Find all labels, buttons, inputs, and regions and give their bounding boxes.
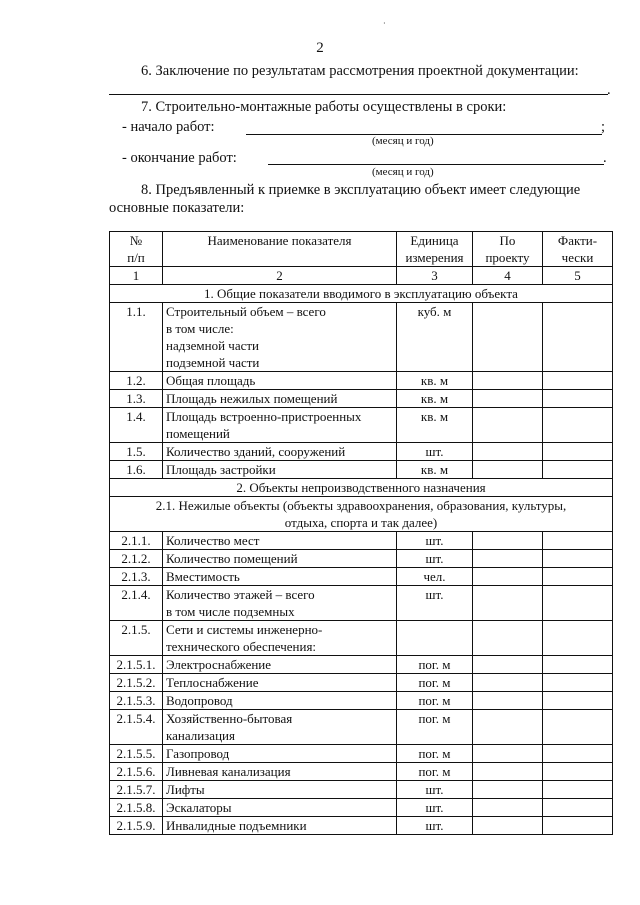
row-unit: кв. м: [397, 372, 473, 390]
row-unit: шт.: [397, 586, 473, 621]
table-row: [110, 443, 613, 461]
end-blank-line: [268, 164, 604, 165]
cell-line: Эскалаторы: [166, 800, 232, 815]
table-row: [110, 799, 613, 817]
cell-line: Инвалидные подъемники: [166, 818, 307, 833]
row-number: 2.1.1.: [110, 532, 163, 550]
row-name: [163, 692, 397, 710]
row-actual-value: [543, 372, 613, 390]
table-row: [110, 817, 613, 835]
column-number: 5: [543, 267, 613, 285]
table-row: [110, 390, 613, 408]
row-actual-value: [543, 745, 613, 763]
row-unit: кв. м: [397, 408, 473, 443]
row-project-value: [473, 817, 543, 835]
end-end: .: [603, 150, 607, 166]
page-number: 2: [316, 40, 324, 56]
row-unit: чел.: [397, 568, 473, 586]
scan-speck: ·: [383, 19, 386, 28]
row-name: [163, 372, 397, 390]
row-project-value: [473, 763, 543, 781]
table-row: [110, 763, 613, 781]
row-actual-value: [543, 443, 613, 461]
cell-line: Количество зданий, сооружений: [166, 444, 346, 459]
row-unit: шт.: [397, 532, 473, 550]
row-number: 1.2.: [110, 372, 163, 390]
row-actual-value: [543, 621, 613, 656]
row-project-value: [473, 550, 543, 568]
table-row: [110, 532, 613, 550]
row-unit: [397, 621, 473, 656]
row-number: 2.1.5.9.: [110, 817, 163, 835]
row-name: [163, 745, 397, 763]
row-unit: кв. м: [397, 390, 473, 408]
cell-line: Лифты: [166, 782, 205, 797]
row-number: 2.1.5.1.: [110, 656, 163, 674]
section-1-row: [110, 285, 613, 303]
row-project-value: [473, 692, 543, 710]
row-actual-value: [543, 692, 613, 710]
row-project-value: [473, 621, 543, 656]
row-number: 2.1.5.2.: [110, 674, 163, 692]
row-project-value: [473, 586, 543, 621]
row-name: [163, 443, 397, 461]
table-row: [110, 372, 613, 390]
row-unit: шт.: [397, 443, 473, 461]
cell-line: Площадь нежилых помещений: [166, 391, 338, 406]
header-actual: [543, 232, 613, 267]
cell-line: Сети и системы инженерно-: [166, 622, 323, 637]
row-project-value: [473, 372, 543, 390]
row-project-value: [473, 532, 543, 550]
header-row: [110, 232, 613, 267]
section-2-1-row-cell: [110, 497, 613, 532]
cell-line: Теплоснабжение: [166, 675, 259, 690]
row-actual-value: [543, 390, 613, 408]
cell-line: Электроснабжение: [166, 657, 272, 672]
table-row: [110, 781, 613, 799]
cell-line: технического обеспечения:: [166, 639, 317, 654]
row-unit: шт.: [397, 781, 473, 799]
row-number: 1.1.: [110, 303, 163, 372]
table-row: [110, 710, 613, 745]
cell-line: в том числе подземных: [166, 604, 295, 619]
section-2-row: [110, 479, 613, 497]
cell-line: Факти-: [557, 233, 598, 248]
section-2-1-row: [110, 497, 613, 532]
row-actual-value: [543, 781, 613, 799]
cell-line: №: [129, 233, 143, 248]
row-number: 2.1.2.: [110, 550, 163, 568]
paragraph-6: 6. Заключение по результатам рассмотрения проектной документации:: [141, 63, 579, 79]
cell-line: подземной части: [166, 355, 260, 370]
row-number: 1.5.: [110, 443, 163, 461]
table-row: [110, 621, 613, 656]
row-actual-value: [543, 568, 613, 586]
row-number: 2.1.5.5.: [110, 745, 163, 763]
cell-line: проекту: [485, 250, 530, 265]
row-name: [163, 817, 397, 835]
column-number: 2: [163, 267, 397, 285]
row-actual-value: [543, 550, 613, 568]
row-project-value: [473, 781, 543, 799]
row-name: [163, 532, 397, 550]
cell-line: Количество этажей – всего: [166, 587, 315, 602]
table-row: [110, 303, 613, 372]
cell-line: Строительный объем – всего: [166, 304, 326, 319]
cell-line: Единица: [410, 233, 459, 248]
table-row: [110, 656, 613, 674]
cell-line: Площадь встроенно-пристроенных: [166, 409, 362, 424]
cell-line: Вместимость: [166, 569, 240, 584]
cell-line: п/п: [127, 250, 145, 265]
cell-line: Площадь застройки: [166, 462, 276, 477]
row-name: [163, 763, 397, 781]
row-number: 2.1.5.: [110, 621, 163, 656]
row-unit: куб. м: [397, 303, 473, 372]
row-name: [163, 303, 397, 372]
row-project-value: [473, 303, 543, 372]
table-row: [110, 461, 613, 479]
cell-line: Количество помещений: [166, 551, 298, 566]
paragraph-8-line-1: 8. Предъявленный к приемке в эксплуатацию объект имеет следующие: [141, 182, 581, 198]
row-name: [163, 621, 397, 656]
end-caption: (месяц и год): [372, 166, 434, 178]
row-project-value: [473, 710, 543, 745]
row-actual-value: [543, 586, 613, 621]
row-actual-value: [543, 461, 613, 479]
row-unit: пог. м: [397, 656, 473, 674]
header-number: [110, 232, 163, 267]
row-project-value: [473, 408, 543, 443]
row-number: 2.1.5.4.: [110, 710, 163, 745]
row-unit: пог. м: [397, 710, 473, 745]
row-number: 2.1.3.: [110, 568, 163, 586]
cell-line: Газопровод: [166, 746, 230, 761]
section-1-row-cell: 1. Общие показатели вводимого в эксплуатацию объекта: [110, 285, 613, 303]
row-unit: шт.: [397, 817, 473, 835]
cell-line: чески: [561, 250, 594, 265]
section-2-row-cell: 2. Объекты непроизводственного назначения: [110, 479, 613, 497]
table-row: [110, 568, 613, 586]
row-actual-value: [543, 710, 613, 745]
column-numbers-row: [110, 267, 613, 285]
row-name: [163, 781, 397, 799]
cell-line: помещений: [166, 426, 230, 441]
row-name: [163, 799, 397, 817]
cell-line: в том числе:: [166, 321, 234, 336]
row-name: [163, 586, 397, 621]
row-unit: шт.: [397, 550, 473, 568]
table-row: [110, 586, 613, 621]
row-project-value: [473, 461, 543, 479]
header-name: Наименование показателя: [163, 232, 397, 267]
column-number: 1: [110, 267, 163, 285]
row-project-value: [473, 390, 543, 408]
cell-line: Хозяйственно-бытовая: [166, 711, 293, 726]
row-name: [163, 656, 397, 674]
table-row: [110, 408, 613, 443]
row-name: [163, 568, 397, 586]
row-actual-value: [543, 303, 613, 372]
row-number: 2.1.5.8.: [110, 799, 163, 817]
row-unit: кв. м: [397, 461, 473, 479]
header-unit: [397, 232, 473, 267]
row-name: [163, 550, 397, 568]
row-actual-value: [543, 532, 613, 550]
row-unit: шт.: [397, 799, 473, 817]
row-name: [163, 710, 397, 745]
row-name: [163, 461, 397, 479]
row-number: 2.1.5.7.: [110, 781, 163, 799]
indicators-table: [109, 231, 613, 835]
table-row: [110, 674, 613, 692]
row-actual-value: [543, 674, 613, 692]
row-name: [163, 408, 397, 443]
cell-line: Водопровод: [166, 693, 233, 708]
row-project-value: [473, 674, 543, 692]
column-number: 4: [473, 267, 543, 285]
row-number: 2.1.4.: [110, 586, 163, 621]
row-unit: пог. м: [397, 745, 473, 763]
row-project-value: [473, 568, 543, 586]
column-number: 3: [397, 267, 473, 285]
end-label: - окончание работ:: [122, 150, 237, 166]
row-number: 1.3.: [110, 390, 163, 408]
conclusion-end-dot: .: [607, 82, 611, 98]
cell-line: отдыха, спорта и так далее): [284, 515, 438, 530]
row-number: 1.4.: [110, 408, 163, 443]
paragraph-7: 7. Строительно-монтажные работы осуществлены в сроки:: [141, 99, 507, 115]
cell-line: По: [499, 233, 516, 248]
row-project-value: [473, 745, 543, 763]
cell-line: Ливневая канализация: [166, 764, 291, 779]
row-actual-value: [543, 763, 613, 781]
conclusion-blank-line: [109, 94, 608, 95]
row-name: [163, 674, 397, 692]
row-project-value: [473, 443, 543, 461]
row-unit: пог. м: [397, 674, 473, 692]
paragraph-8-line-2: основные показатели:: [109, 200, 245, 216]
start-label: - начало работ:: [122, 119, 215, 135]
cell-line: измерения: [405, 250, 464, 265]
row-number: 2.1.5.3.: [110, 692, 163, 710]
cell-line: надземной части: [166, 338, 260, 353]
row-unit: пог. м: [397, 692, 473, 710]
cell-line: канализация: [166, 728, 235, 743]
row-actual-value: [543, 656, 613, 674]
row-actual-value: [543, 408, 613, 443]
row-number: 2.1.5.6.: [110, 763, 163, 781]
start-caption: (месяц и год): [372, 135, 434, 147]
row-unit: пог. м: [397, 763, 473, 781]
row-project-value: [473, 656, 543, 674]
table-row: [110, 745, 613, 763]
row-actual-value: [543, 817, 613, 835]
table-row: [110, 692, 613, 710]
row-actual-value: [543, 799, 613, 817]
row-number: 1.6.: [110, 461, 163, 479]
header-project: [473, 232, 543, 267]
table-row: [110, 550, 613, 568]
row-project-value: [473, 799, 543, 817]
cell-line: 2.1. Нежилые объекты (объекты здравоохранения, образования, культуры,: [155, 498, 567, 513]
start-end: ;: [601, 119, 606, 135]
cell-line: Общая площадь: [166, 373, 256, 388]
cell-line: Количество мест: [166, 533, 260, 548]
row-name: [163, 390, 397, 408]
